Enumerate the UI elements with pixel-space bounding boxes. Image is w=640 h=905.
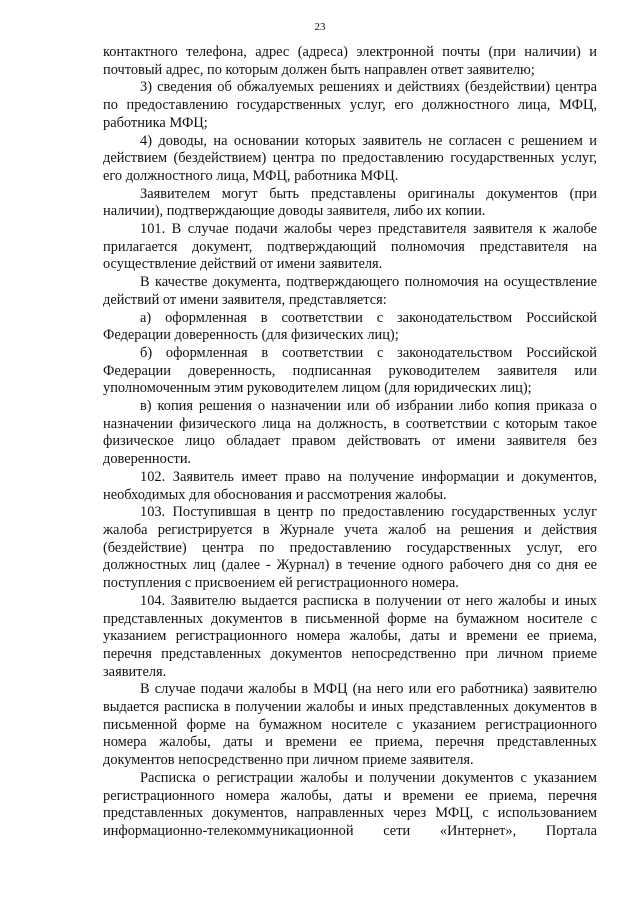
paragraph-101: 101. В случае подачи жалобы через представителя заявителя к жалобе прилагается документ, подтверждающий полномочия представителя на осуществление действий от имени заявителя.: [103, 221, 597, 273]
paragraph-102: 102. Заявитель имеет право на получение информации и документов, необходимых для обоснования и рассмотрения жалобы.: [103, 468, 597, 503]
paragraph-item-4: 4) доводы, на основании которых заявитель не согласен с решением и действием (бездействием) центра по предоставлению государственных услуг, его должностного лица, МФЦ, работника МФЦ.: [103, 132, 597, 184]
paragraph-document-types: В качестве документа, подтверждающего полномочия на осуществление действий от имени заявителя, представляется:: [103, 274, 597, 308]
paragraph-104: 104. Заявителю выдается расписка в получении от него жалобы и иных представленных документов в письменной форме на бумажном носителе с указанием регистрационного номера жалобы, даты и времени ее приема, перечня представленных документов непосредственно при личном приеме заявителя.: [103, 592, 597, 680]
paragraph-item-a: а) оформленная в соответствии с законодательством Российской Федерации доверенность (для физических лиц);: [103, 309, 597, 344]
paragraph-item-c: в) копия решения о назначении или об избрании либо копия приказа о назначении физического лица на должность, в соответствии с которым такое физическое лицо обладает правом действовать от имени заявителя без доверенности.: [103, 398, 597, 468]
paragraph-registration-receipt: Расписка о регистрации жалобы и получении документов с указанием регистрационного номера жалобы, даты и времени ее приема, перечня представленных документов, направленных через МФЦ, с использованием информационно-телекоммуникационной сети «Интернет», Портала: [103, 769, 597, 839]
paragraph-item-b: б) оформленная в соответствии с законодательством Российской Федерации доверенность, подписанная руководителем заявителя или уполномоченным этим руководителем лицом (для юридических лиц);: [103, 344, 597, 397]
paragraph-contact-info: контактного телефона, адрес (адреса) электронной почты (при наличии) и почтовый адрес, по которым должен быть направлен ответ заявителю;: [103, 44, 597, 78]
document-body: [103, 44, 597, 841]
paragraph-103: 103. Поступившая в центр по предоставлению государственных услуг жалоба регистрируется в Журнале учета жалоб на решения и действия (бездействие) центра по предоставлению государственных услуг, его должностных лиц (далее - Журнал) в течение одного рабочего дня со дня ее поступления с присвоением ей регистрационного номера.: [103, 504, 597, 592]
paragraph-originals: Заявителем могут быть представлены оригиналы документов (при наличии), подтверждающие доводы заявителя, либо их копии.: [103, 185, 597, 220]
paragraph-item-3: 3) сведения об обжалуемых решениях и действиях (бездействии) центра по предоставлению государственных услуг, его должностного лица, МФЦ, работника МФЦ;: [103, 79, 597, 131]
page-number: 23: [314, 21, 326, 33]
paragraph-mfc-receipt: В случае подачи жалобы в МФЦ (на него или его работника) заявителю выдается расписка в получении жалобы и иных представленных документов в письменной форме на бумажном носителе с указанием регистрационного номера жалобы, даты и времени ее приема, перечня представленных документов непосредственно при личном приеме заявителя.: [103, 681, 597, 769]
